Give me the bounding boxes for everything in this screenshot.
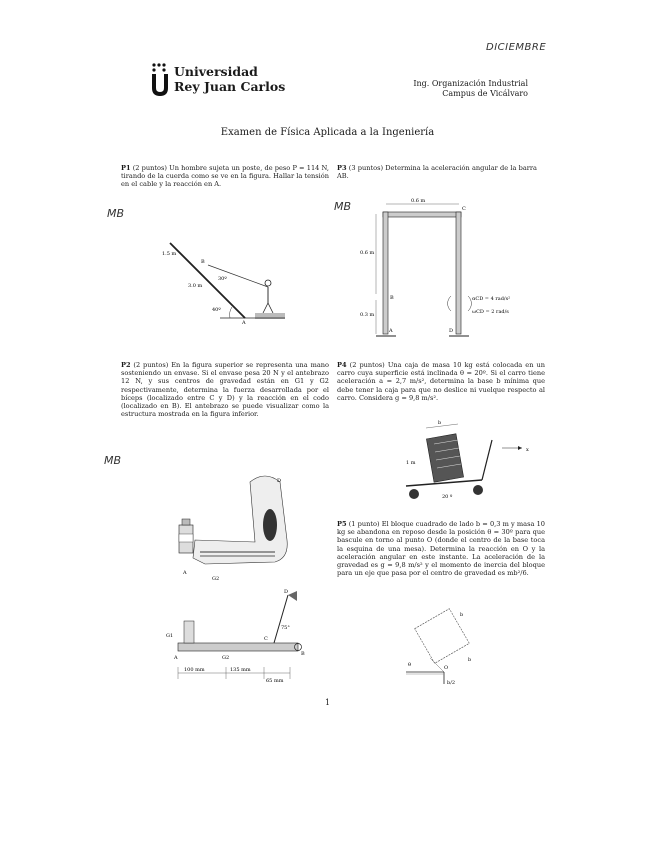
p1-label-3m: 3.0 m	[188, 283, 203, 289]
p2-beam-label-b: B	[301, 651, 305, 657]
p2-beam-label-c: C	[264, 636, 268, 642]
p4-label-b: b	[438, 420, 442, 426]
p5-label-half: b/2	[447, 680, 456, 686]
exam-title: Examen de Física Aplicada a la Ingeniería	[220, 127, 435, 138]
problem-4-label: P4	[337, 361, 347, 369]
header-right	[404, 79, 528, 99]
degree-name: Ing. Organización Industrial	[413, 79, 528, 88]
problem-5-text: (1 punto) El bloque cuadrado de lado b = 0,3 m y masa 10 kg se abandona en reposo desde la posición θ = 30º para que bascule en torno al punto O (donde el centro de la base toca la esquina de una mesa). Determina la reacción en O y la aceleración angular en este instante. La aceleración de la gravedad es g = 9,8 m/s² y el momento de inercia del bloque para un eje que pasa por el centro de gravedad es mb²/6.	[337, 520, 545, 578]
university-emblem-icon	[150, 62, 170, 96]
p2-beam-label-a: A	[174, 655, 178, 661]
problem-5-figure	[400, 606, 485, 686]
university-logo	[150, 62, 285, 96]
problem-1	[121, 164, 329, 189]
problem-4-figure	[392, 418, 537, 504]
problem-3	[337, 164, 537, 180]
problem-5-label: P5	[337, 520, 347, 528]
university-name-line1: Universidad	[174, 64, 258, 79]
p4-label-angle: 20 º	[442, 494, 453, 500]
p4-label-x: x	[526, 447, 529, 453]
p2-arm-label-a: A	[183, 570, 187, 576]
p3-label-d: D	[449, 328, 454, 334]
p1-label-30deg: 30º	[218, 276, 227, 282]
problem-3-figure	[356, 196, 526, 340]
problem-3-text: (3 puntos) Determina la aceleración angular de la barra AB.	[337, 164, 537, 181]
problem-1-figure	[160, 225, 300, 325]
problem-5	[337, 520, 545, 577]
p2-beam-label-d1: 100 mm	[184, 667, 205, 673]
p4-label-h: 1 m	[406, 460, 416, 466]
p5-label-b1: b	[460, 612, 464, 618]
university-name-line2: Rey Juan Carlos	[174, 79, 286, 94]
campus-name: Campus de Vicálvaro	[442, 89, 528, 98]
p2-arm-label-d: D	[277, 478, 282, 484]
problem-2	[121, 361, 329, 418]
p5-label-theta: θ	[408, 662, 412, 668]
problem-4-text: (2 puntos) Una caja de masa 10 kg está colocada en un carro cuya superficie está inclinada θ = 20º. Si el carro tiene aceleración a = 2,7 m/s², determina la base b mínima que debe tener la caja para que no deslice ni vuelque respecto al carro. Considera g = 9,8 m/s².	[337, 361, 545, 402]
problem-2-arm-figure	[165, 470, 300, 585]
p3-label-a: A	[389, 328, 393, 334]
p1-label-40deg: 40º	[212, 307, 221, 313]
p2-beam-label-d2: 135 mm	[230, 667, 251, 673]
p2-beam-label-g2: G2	[222, 655, 230, 661]
p3-label-top: 0.6 m	[411, 198, 426, 204]
p5-label-b2: b	[468, 657, 472, 663]
problem-4	[337, 361, 545, 402]
margin-mark-3: MB	[104, 454, 122, 467]
p3-label-alpha: αCD = 4 rad/s²	[472, 296, 511, 302]
p1-label-a: A	[242, 320, 246, 325]
margin-mark-1: MB	[107, 207, 125, 220]
p3-label-h: 0.6 m	[360, 250, 375, 256]
p3-label-bottom: 0.3 m	[360, 312, 375, 318]
margin-mark-2: MB	[334, 200, 352, 213]
p3-label-omega: ωCD = 2 rad/s	[472, 309, 509, 315]
p3-label-c: C	[462, 206, 466, 212]
p2-beam-label-d3: 65 mm	[266, 678, 284, 683]
problem-3-label: P3	[337, 164, 347, 172]
p2-beam-label-g1: G1	[166, 633, 174, 639]
problem-2-beam-figure	[162, 583, 312, 683]
p2-beam-label-angle: 75°	[281, 625, 290, 631]
handwritten-month: DICIEMBRE	[486, 42, 547, 53]
p2-arm-label-g2: G2	[212, 576, 220, 582]
problem-1-label: P1	[121, 164, 131, 172]
problem-1-text: (2 puntos) Un hombre sujeta un poste, de peso P = 114 N, tirando de la cuerda como se ve en la figura. Hallar la tensión en el cable y la reacción en A.	[121, 164, 329, 189]
problem-2-label: P2	[121, 361, 131, 369]
page-number: 1	[324, 698, 331, 707]
p3-label-b: B	[390, 295, 394, 301]
p1-label-b: B	[201, 259, 205, 265]
p5-label-o: O	[444, 665, 449, 671]
p2-beam-label-d: D	[284, 589, 289, 595]
p1-label-1-5m: 1.5 m	[162, 251, 177, 257]
problem-2-text: (2 puntos) En la figura superior se representa una mano sosteniendo un envase. Si el envase pesa 20 N y el antebrazo 12 N, y sus centros de gravedad están en G1 y G2 respectivamente, determina la fuerza desarrollada por el bíceps (localizado entre C y D) y la reacción en el codo (localizado en B). El antebrazo se puede visualizar como la estructura mostrada en la figura inferior.	[121, 361, 329, 419]
